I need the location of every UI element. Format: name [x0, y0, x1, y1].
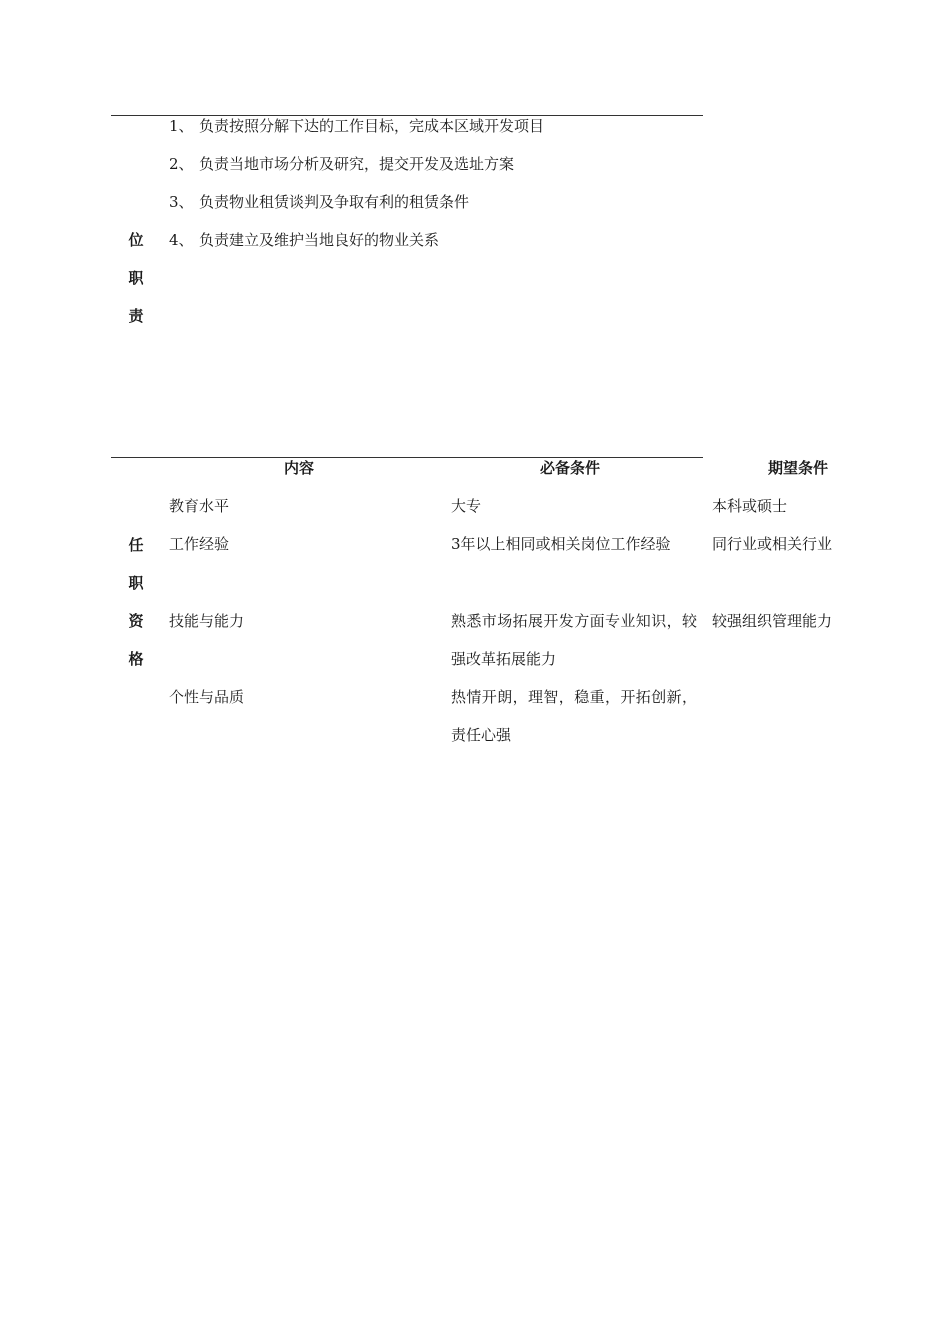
- duty-text: 负责建立及维护当地良好的物业关系: [199, 231, 440, 249]
- duty-text: 负责物业租赁谈判及争取有利的租赁条件: [199, 193, 470, 211]
- row-required-cell: 熟悉市场拓展开发方面专业知识，较强改革拓展能力: [451, 612, 697, 668]
- duty-number: 3、: [169, 193, 194, 211]
- duty-number: 1、: [169, 117, 194, 135]
- row-content-cell: 技能与能力: [169, 612, 245, 630]
- duties-label-char: 职: [128, 269, 144, 287]
- qualifications-top-rule: [111, 457, 703, 458]
- row-content-cell: 工作经验: [169, 535, 230, 553]
- header-content: 内容: [284, 459, 315, 477]
- duties-section-label: [126, 221, 146, 335]
- row-expected-cell: 较强组织管理能力: [712, 612, 833, 630]
- duty-item: [169, 221, 439, 259]
- row-required-cell: 大专: [451, 497, 482, 515]
- row-expected-cell: 同行业或相关行业: [712, 535, 833, 553]
- qualifications-section-label: [126, 526, 146, 678]
- duties-label-char: 位: [128, 231, 144, 249]
- duty-text: 负责按照分解下达的工作目标，完成本区域开发项目: [199, 117, 545, 135]
- duty-item: [169, 107, 544, 145]
- row-content-cell: 个性与品质: [169, 688, 245, 706]
- row-required-cell: 热情开朗，理智，稳重，开拓创新，责任心强: [451, 688, 697, 744]
- duty-item: [169, 145, 514, 183]
- duty-item: [169, 183, 469, 221]
- row-content-cell: 教育水平: [169, 497, 230, 515]
- qualifications-label-char: 职: [128, 574, 144, 592]
- header-required: 必备条件: [540, 459, 601, 477]
- duty-text: 负责当地市场分析及研究，提交开发及选址方案: [199, 155, 515, 173]
- header-expected: 期望条件: [768, 459, 829, 477]
- qualifications-label-char: 格: [128, 650, 144, 668]
- duty-number: 2、: [169, 155, 194, 173]
- duty-number: 4、: [169, 231, 194, 249]
- row-required-cell: 3年以上相同或相关岗位工作经验: [451, 535, 671, 553]
- qualifications-label-char: 资: [128, 612, 144, 630]
- duties-label-char: 责: [128, 307, 144, 325]
- qualifications-label-char: 任: [128, 536, 144, 554]
- row-expected-cell: 本科或硕士: [712, 497, 788, 515]
